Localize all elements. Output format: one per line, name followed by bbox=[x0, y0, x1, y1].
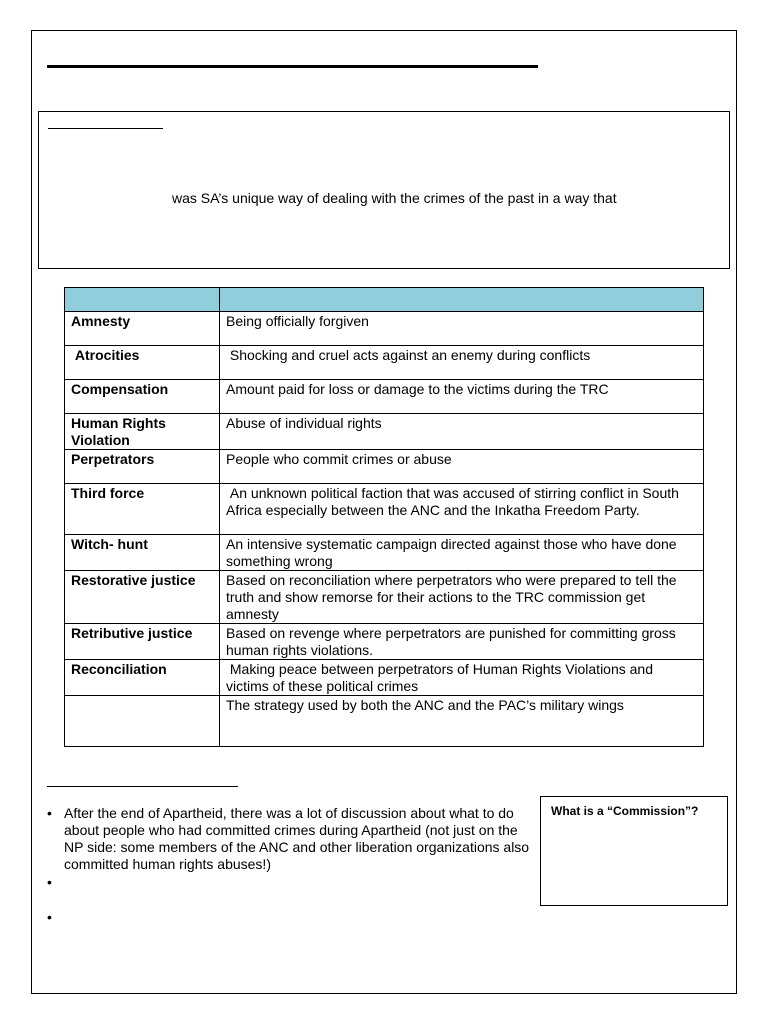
list-item bbox=[45, 805, 530, 873]
bullet-icon: • bbox=[47, 874, 52, 890]
intro-heading-blank-line bbox=[48, 128, 163, 129]
glossary-definition: Based on revenge where perpetrators are punished for committing gross human rights violations. bbox=[220, 624, 704, 660]
glossary-definition: An intensive systematic campaign directed against those who have done something wrong bbox=[220, 535, 704, 571]
glossary-term: Human Rights Violation bbox=[65, 414, 220, 450]
glossary-header-row bbox=[65, 288, 704, 312]
table-row bbox=[65, 380, 704, 414]
glossary-definition: The strategy used by both the ANC and the PAC’s military wings bbox=[220, 696, 704, 747]
glossary-definition: An unknown political faction that was accused of stirring conflict in South Africa especially between the ANC and the Inkatha Freedom Party. bbox=[220, 484, 704, 535]
table-row bbox=[65, 414, 704, 450]
bullet-list bbox=[45, 805, 530, 926]
glossary-definition: Amount paid for loss or damage to the victims during the TRC bbox=[220, 380, 704, 414]
glossary-term: Retributive justice bbox=[65, 624, 220, 660]
table-row bbox=[65, 696, 704, 747]
table-row bbox=[65, 346, 704, 380]
table-row bbox=[65, 450, 704, 484]
glossary-definition: Abuse of individual rights bbox=[220, 414, 704, 450]
glossary-term bbox=[65, 696, 220, 747]
glossary-definition: Shocking and cruel acts against an enemy during conflicts bbox=[220, 346, 704, 380]
intro-box bbox=[38, 111, 730, 269]
glossary-term: Compensation bbox=[65, 380, 220, 414]
bullet-text: After the end of Apartheid, there was a lot of discussion about what to do about people who had committed crimes during Apartheid (not just on the NP side: some members of the ANC and other liberation organizations also committed human rights abuses!) bbox=[64, 805, 530, 872]
glossary-definition: Being officially forgiven bbox=[220, 312, 704, 346]
glossary-definition: Making peace between perpetrators of Human Rights Violations and victims of these political crimes bbox=[220, 660, 704, 696]
table-row bbox=[65, 624, 704, 660]
table-row bbox=[65, 660, 704, 696]
table-row bbox=[65, 571, 704, 624]
section-heading-blank-line bbox=[47, 786, 238, 787]
glossary-term: Atrocities bbox=[65, 346, 220, 380]
commission-question-box bbox=[540, 796, 728, 906]
commission-question: What is a “Commission”? bbox=[551, 804, 699, 818]
list-item bbox=[45, 909, 530, 926]
glossary-term: Perpetrators bbox=[65, 450, 220, 484]
glossary-term: Witch- hunt bbox=[65, 535, 220, 571]
bullet-icon: • bbox=[47, 805, 52, 821]
list-item bbox=[45, 874, 530, 891]
glossary-header-term bbox=[65, 288, 220, 312]
glossary-table bbox=[64, 287, 704, 747]
glossary-definition: People who commit crimes or abuse bbox=[220, 450, 704, 484]
bullet-icon: • bbox=[47, 909, 52, 925]
glossary-term: Reconciliation bbox=[65, 660, 220, 696]
table-row bbox=[65, 535, 704, 571]
table-row bbox=[65, 312, 704, 346]
glossary-term: Amnesty bbox=[65, 312, 220, 346]
glossary-header-definition bbox=[220, 288, 704, 312]
title-blank-line bbox=[47, 65, 538, 68]
glossary-term: Restorative justice bbox=[65, 571, 220, 624]
glossary-definition: Based on reconciliation where perpetrators who were prepared to tell the truth and show remorse for their actions to the TRC commission get amnesty bbox=[220, 571, 704, 624]
intro-text: was SA’s unique way of dealing with the crimes of the past in a way that bbox=[172, 190, 617, 206]
glossary-term: Third force bbox=[65, 484, 220, 535]
table-row bbox=[65, 484, 704, 535]
